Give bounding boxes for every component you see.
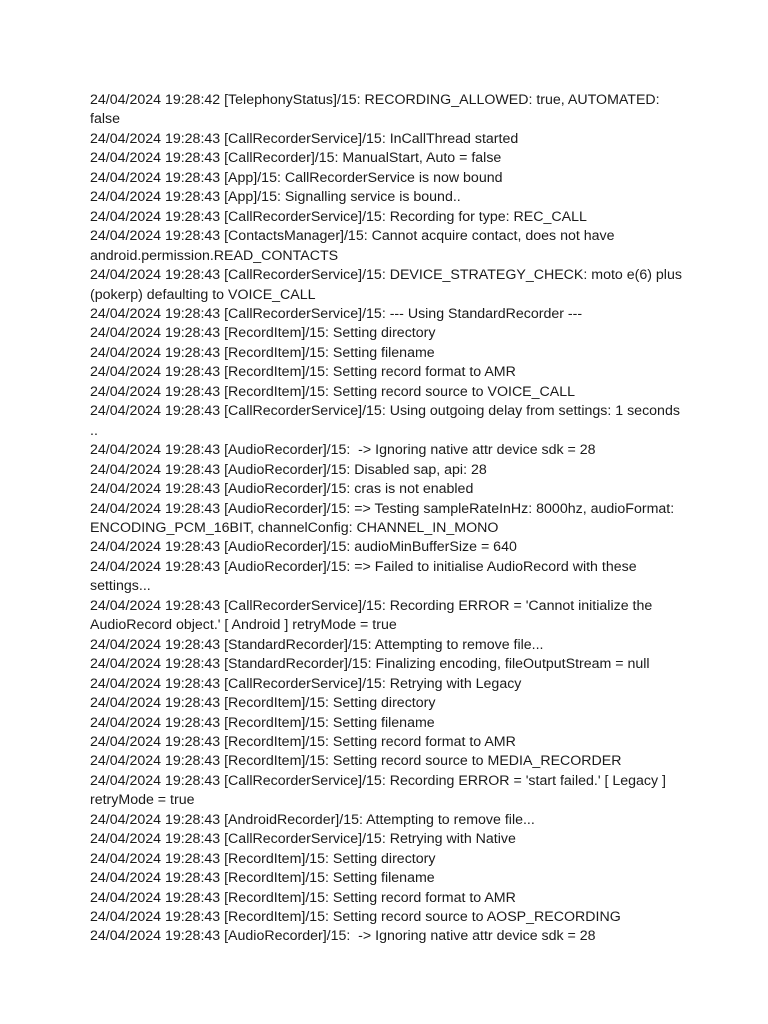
log-line: 24/04/2024 19:28:43 [AudioRecorder]/15: audioMinBufferSize = 640	[90, 539, 517, 556]
log-line: 24/04/2024 19:28:43 [CallRecorderService]/15: InCallThread started	[90, 130, 519, 147]
log-line: 24/04/2024 19:28:43 [RecordItem]/15: Setting record format to AMR	[90, 889, 516, 906]
log-line: 24/04/2024 19:28:43 [RecordItem]/15: Setting record format to AMR	[90, 364, 516, 381]
log-line: 24/04/2024 19:28:43 [RecordItem]/15: Setting directory	[90, 325, 436, 342]
log-line: 24/04/2024 19:28:43 [RecordItem]/15: Setting record format to AMR	[90, 733, 516, 750]
log-line: 24/04/2024 19:28:43 [AudioRecorder]/15: cras is not enabled	[90, 481, 474, 498]
log-line: 24/04/2024 19:28:43 [ContactsManager]/15: Cannot acquire contact, does not have android.permission.READ_CONTACTS	[90, 228, 619, 264]
log-line: 24/04/2024 19:28:43 [CallRecorderService]/15: --- Using StandardRecorder ---	[90, 305, 583, 322]
log-line: 24/04/2024 19:28:43 [App]/15: Signalling service is bound..	[90, 189, 461, 206]
log-line: 24/04/2024 19:28:43 [AudioRecorder]/15: Disabled sap, api: 28	[90, 461, 487, 478]
log-line: 24/04/2024 19:28:43 [RecordItem]/15: Setting filename	[90, 714, 435, 731]
log-line: 24/04/2024 19:28:43 [RecordItem]/15: Setting record source to AOSP_RECORDING	[90, 909, 621, 926]
log-line: 24/04/2024 19:28:43 [RecordItem]/15: Setting record source to MEDIA_RECORDER	[90, 753, 622, 770]
log-line: 24/04/2024 19:28:42 [TelephonyStatus]/15: RECORDING_ALLOWED: true, AUTOMATED: false	[90, 92, 664, 128]
log-line: 24/04/2024 19:28:43 [CallRecorderService]/15: Retrying with Legacy	[90, 675, 522, 692]
log-line: 24/04/2024 19:28:43 [CallRecorderService]/15: Retrying with Native	[90, 831, 516, 848]
log-line: 24/04/2024 19:28:43 [RecordItem]/15: Setting filename	[90, 344, 435, 361]
log-line: 24/04/2024 19:28:43 [AudioRecorder]/15: -> Ignoring native attr device sdk = 28	[90, 928, 596, 945]
log-line: 24/04/2024 19:28:43 [AudioRecorder]/15: => Testing sampleRateInHz: 8000hz, audioFormat: ENCODING_PCM_16BIT, channelConfig: CHANNEL_IN_MONO	[90, 500, 679, 536]
log-line: 24/04/2024 19:28:43 [RecordItem]/15: Setting filename	[90, 870, 435, 887]
log-line: 24/04/2024 19:28:43 [AndroidRecorder]/15: Attempting to remove file...	[90, 811, 535, 828]
log-line: 24/04/2024 19:28:43 [StandardRecorder]/15: Finalizing encoding, fileOutputStream = null	[90, 656, 650, 673]
log-line: 24/04/2024 19:28:43 [RecordItem]/15: Setting record source to VOICE_CALL	[90, 383, 576, 400]
log-line: 24/04/2024 19:28:43 [CallRecorderService]/15: Using outgoing delay from settings: 1 seconds ..	[90, 403, 684, 439]
log-line: 24/04/2024 19:28:43 [AudioRecorder]/15: -> Ignoring native attr device sdk = 28	[90, 442, 596, 459]
log-line: 24/04/2024 19:28:43 [StandardRecorder]/15: Attempting to remove file...	[90, 636, 544, 653]
log-line: 24/04/2024 19:28:43 [CallRecorderService]/15: Recording for type: REC_CALL	[90, 208, 587, 225]
log-lines	[90, 91, 690, 947]
log-line: 24/04/2024 19:28:43 [CallRecorderService]/15: Recording ERROR = 'Cannot initialize the AudioRecord object.' [ Android ] retryMode = true	[90, 597, 656, 634]
log-line: 24/04/2024 19:28:43 [CallRecorderService]/15: Recording ERROR = 'start failed.' [ Legacy ] retryMode = true	[90, 772, 670, 809]
log-line: 24/04/2024 19:28:43 [RecordItem]/15: Setting directory	[90, 695, 436, 712]
log-line: 24/04/2024 19:28:43 [CallRecorder]/15: ManualStart, Auto = false	[90, 150, 502, 167]
log-line: 24/04/2024 19:28:43 [CallRecorderService]/15: DEVICE_STRATEGY_CHECK: moto e(6) plus (pokerp) defaulting to VOICE_CALL	[90, 267, 686, 303]
log-line: 24/04/2024 19:28:43 [App]/15: CallRecorderService is now bound	[90, 169, 503, 186]
log-document	[90, 91, 690, 947]
log-line: 24/04/2024 19:28:43 [RecordItem]/15: Setting directory	[90, 850, 436, 867]
log-line: 24/04/2024 19:28:43 [AudioRecorder]/15: => Failed to initialise AudioRecord with these settings...	[90, 558, 641, 595]
